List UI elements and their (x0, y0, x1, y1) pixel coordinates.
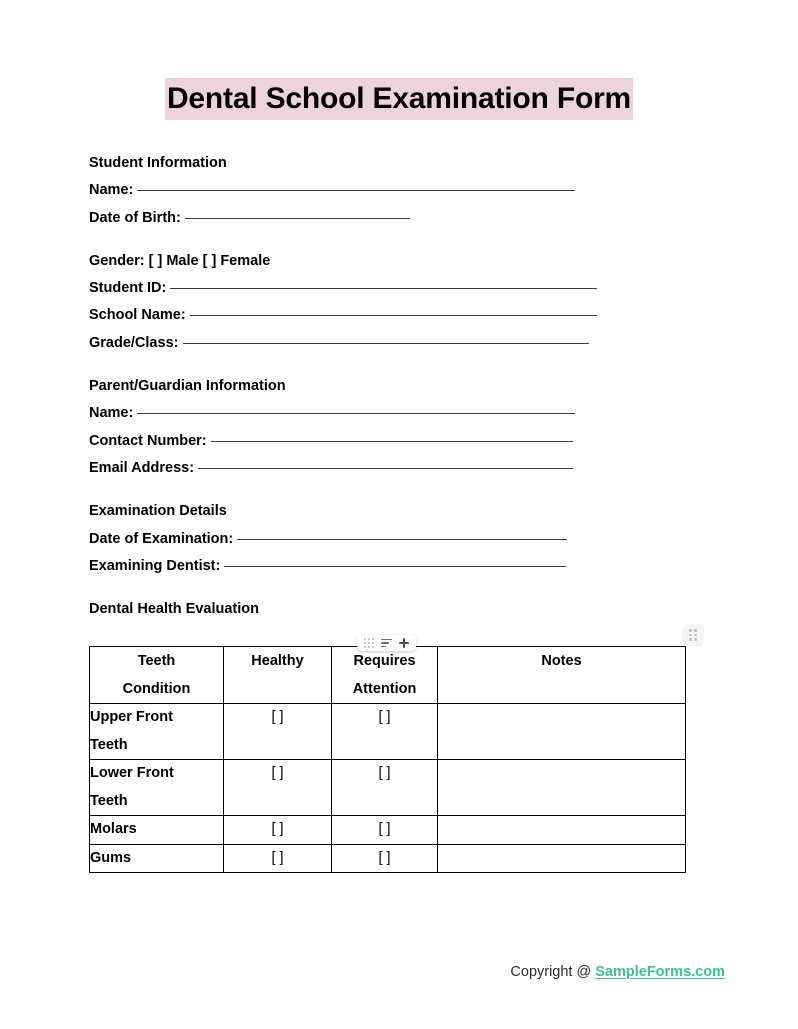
row-label-line1: Gums (90, 849, 132, 866)
spacer (89, 232, 709, 248)
table-header-row (90, 647, 686, 704)
sampleforms-link[interactable]: SampleForms.com (595, 964, 725, 980)
table-header-line1: Healthy (251, 653, 304, 669)
field-gender (89, 248, 709, 275)
spacer (89, 357, 709, 373)
table-header-line1: Requires (353, 653, 416, 669)
field-label-email-address: Email Address: (89, 459, 195, 476)
dental-health-evaluation-table (89, 646, 686, 873)
field-student-name (89, 177, 709, 204)
row-label-line1: Lower Front (90, 765, 174, 781)
checkbox-attention-molars[interactable]: [ ] (332, 816, 438, 845)
checkbox-healthy-molars[interactable]: [ ] (224, 816, 332, 845)
field-school-name (89, 302, 709, 329)
table-header-line1: Notes (541, 653, 582, 669)
checkbox-healthy-lower-front-teeth[interactable]: [ ] (224, 760, 332, 816)
field-input-date-of-examination[interactable] (237, 539, 567, 540)
table-row (90, 844, 686, 873)
field-label-examining-dentist: Examining Dentist: (89, 557, 221, 574)
footer (0, 960, 725, 984)
checkbox-healthy-gums[interactable]: [ ] (224, 844, 332, 873)
field-input-school-name[interactable] (190, 315, 597, 316)
field-input-student-id[interactable] (170, 288, 597, 289)
table-row-label-lower-front-teeth (90, 760, 224, 816)
plus-icon[interactable] (399, 638, 409, 648)
checkbox-attention-lower-front-teeth[interactable]: [ ] (332, 760, 438, 816)
checkbox-healthy-upper-front-teeth[interactable]: [ ] (224, 704, 332, 760)
section-heading-examination-details: Examination Details (89, 503, 227, 520)
field-label-school-name: School Name: (89, 307, 186, 324)
field-grade-class (89, 330, 709, 357)
field-examining-dentist (89, 553, 709, 580)
table-row-label-upper-front-teeth (90, 704, 224, 760)
table-header-requires-attention (332, 647, 438, 704)
field-date-of-examination (89, 526, 709, 553)
table-header-line2: Attention (352, 681, 417, 697)
dental-health-evaluation-table-container (89, 646, 685, 873)
table-header-healthy (224, 647, 332, 704)
checkbox-attention-upper-front-teeth[interactable]: [ ] (332, 704, 438, 760)
form-content (89, 150, 709, 623)
field-label-grade-class: Grade/Class: (89, 334, 179, 351)
row-label-line2: Teeth (90, 792, 128, 809)
row-label-line2: Teeth (90, 736, 128, 753)
notes-molars[interactable] (438, 816, 686, 845)
table-row (90, 704, 686, 760)
table-row-label-molars (90, 816, 224, 845)
page-title: Dental School Examination Form (165, 78, 633, 120)
table-header-notes (438, 647, 686, 704)
side-drag-handle[interactable] (682, 624, 704, 646)
field-input-contact-number[interactable] (211, 441, 573, 442)
notes-upper-front-teeth[interactable] (438, 704, 686, 760)
field-date-of-birth (89, 205, 709, 232)
field-value-gender-checkboxes[interactable]: [ ] Male [ ] Female (148, 252, 271, 269)
field-label-date-of-examination: Date of Examination: (89, 530, 234, 547)
spacer (89, 482, 709, 498)
table-row (90, 816, 686, 845)
field-label-date-of-birth: Date of Birth: (89, 209, 181, 226)
field-label-contact-number: Contact Number: (89, 432, 207, 449)
field-parent-name (89, 400, 709, 427)
field-contact-number (89, 428, 709, 455)
copyright-text: Copyright @ (510, 964, 596, 980)
drag-handle-icon[interactable] (364, 638, 374, 648)
section-heading-dental-health-evaluation: Dental Health Evaluation (89, 601, 260, 618)
spacer (89, 580, 709, 596)
align-left-icon[interactable] (381, 639, 392, 648)
field-input-student-name[interactable] (137, 190, 575, 191)
drag-handle-icon (689, 629, 696, 641)
table-row (90, 760, 686, 816)
table-header-teeth-condition (90, 647, 224, 704)
field-student-id (89, 275, 709, 302)
section-heading-student-information: Student Information (89, 155, 227, 171)
block-toolbar[interactable] (357, 635, 416, 651)
field-input-parent-name[interactable] (137, 413, 575, 414)
field-email-address (89, 455, 709, 482)
field-label-student-id: Student ID: (89, 280, 167, 297)
field-input-date-of-birth[interactable] (185, 218, 410, 219)
table-row-label-gums (90, 844, 224, 873)
table-header-line1: Teeth (137, 653, 176, 669)
notes-lower-front-teeth[interactable] (438, 760, 686, 816)
field-input-grade-class[interactable] (183, 343, 589, 344)
row-label-line1: Molars (90, 821, 137, 837)
field-label-parent-name: Name: (89, 405, 134, 422)
row-label-line1: Upper Front (90, 709, 173, 725)
checkbox-attention-gums[interactable]: [ ] (332, 844, 438, 873)
field-label-gender: Gender: (89, 252, 145, 269)
notes-gums[interactable] (438, 844, 686, 873)
field-input-email-address[interactable] (198, 468, 573, 469)
field-input-examining-dentist[interactable] (224, 566, 566, 567)
field-label-student-name: Name: (89, 182, 134, 199)
section-heading-parent-guardian-information: Parent/Guardian Information (89, 378, 286, 395)
page-title-container (0, 78, 798, 120)
table-header-line2: Condition (122, 681, 191, 697)
